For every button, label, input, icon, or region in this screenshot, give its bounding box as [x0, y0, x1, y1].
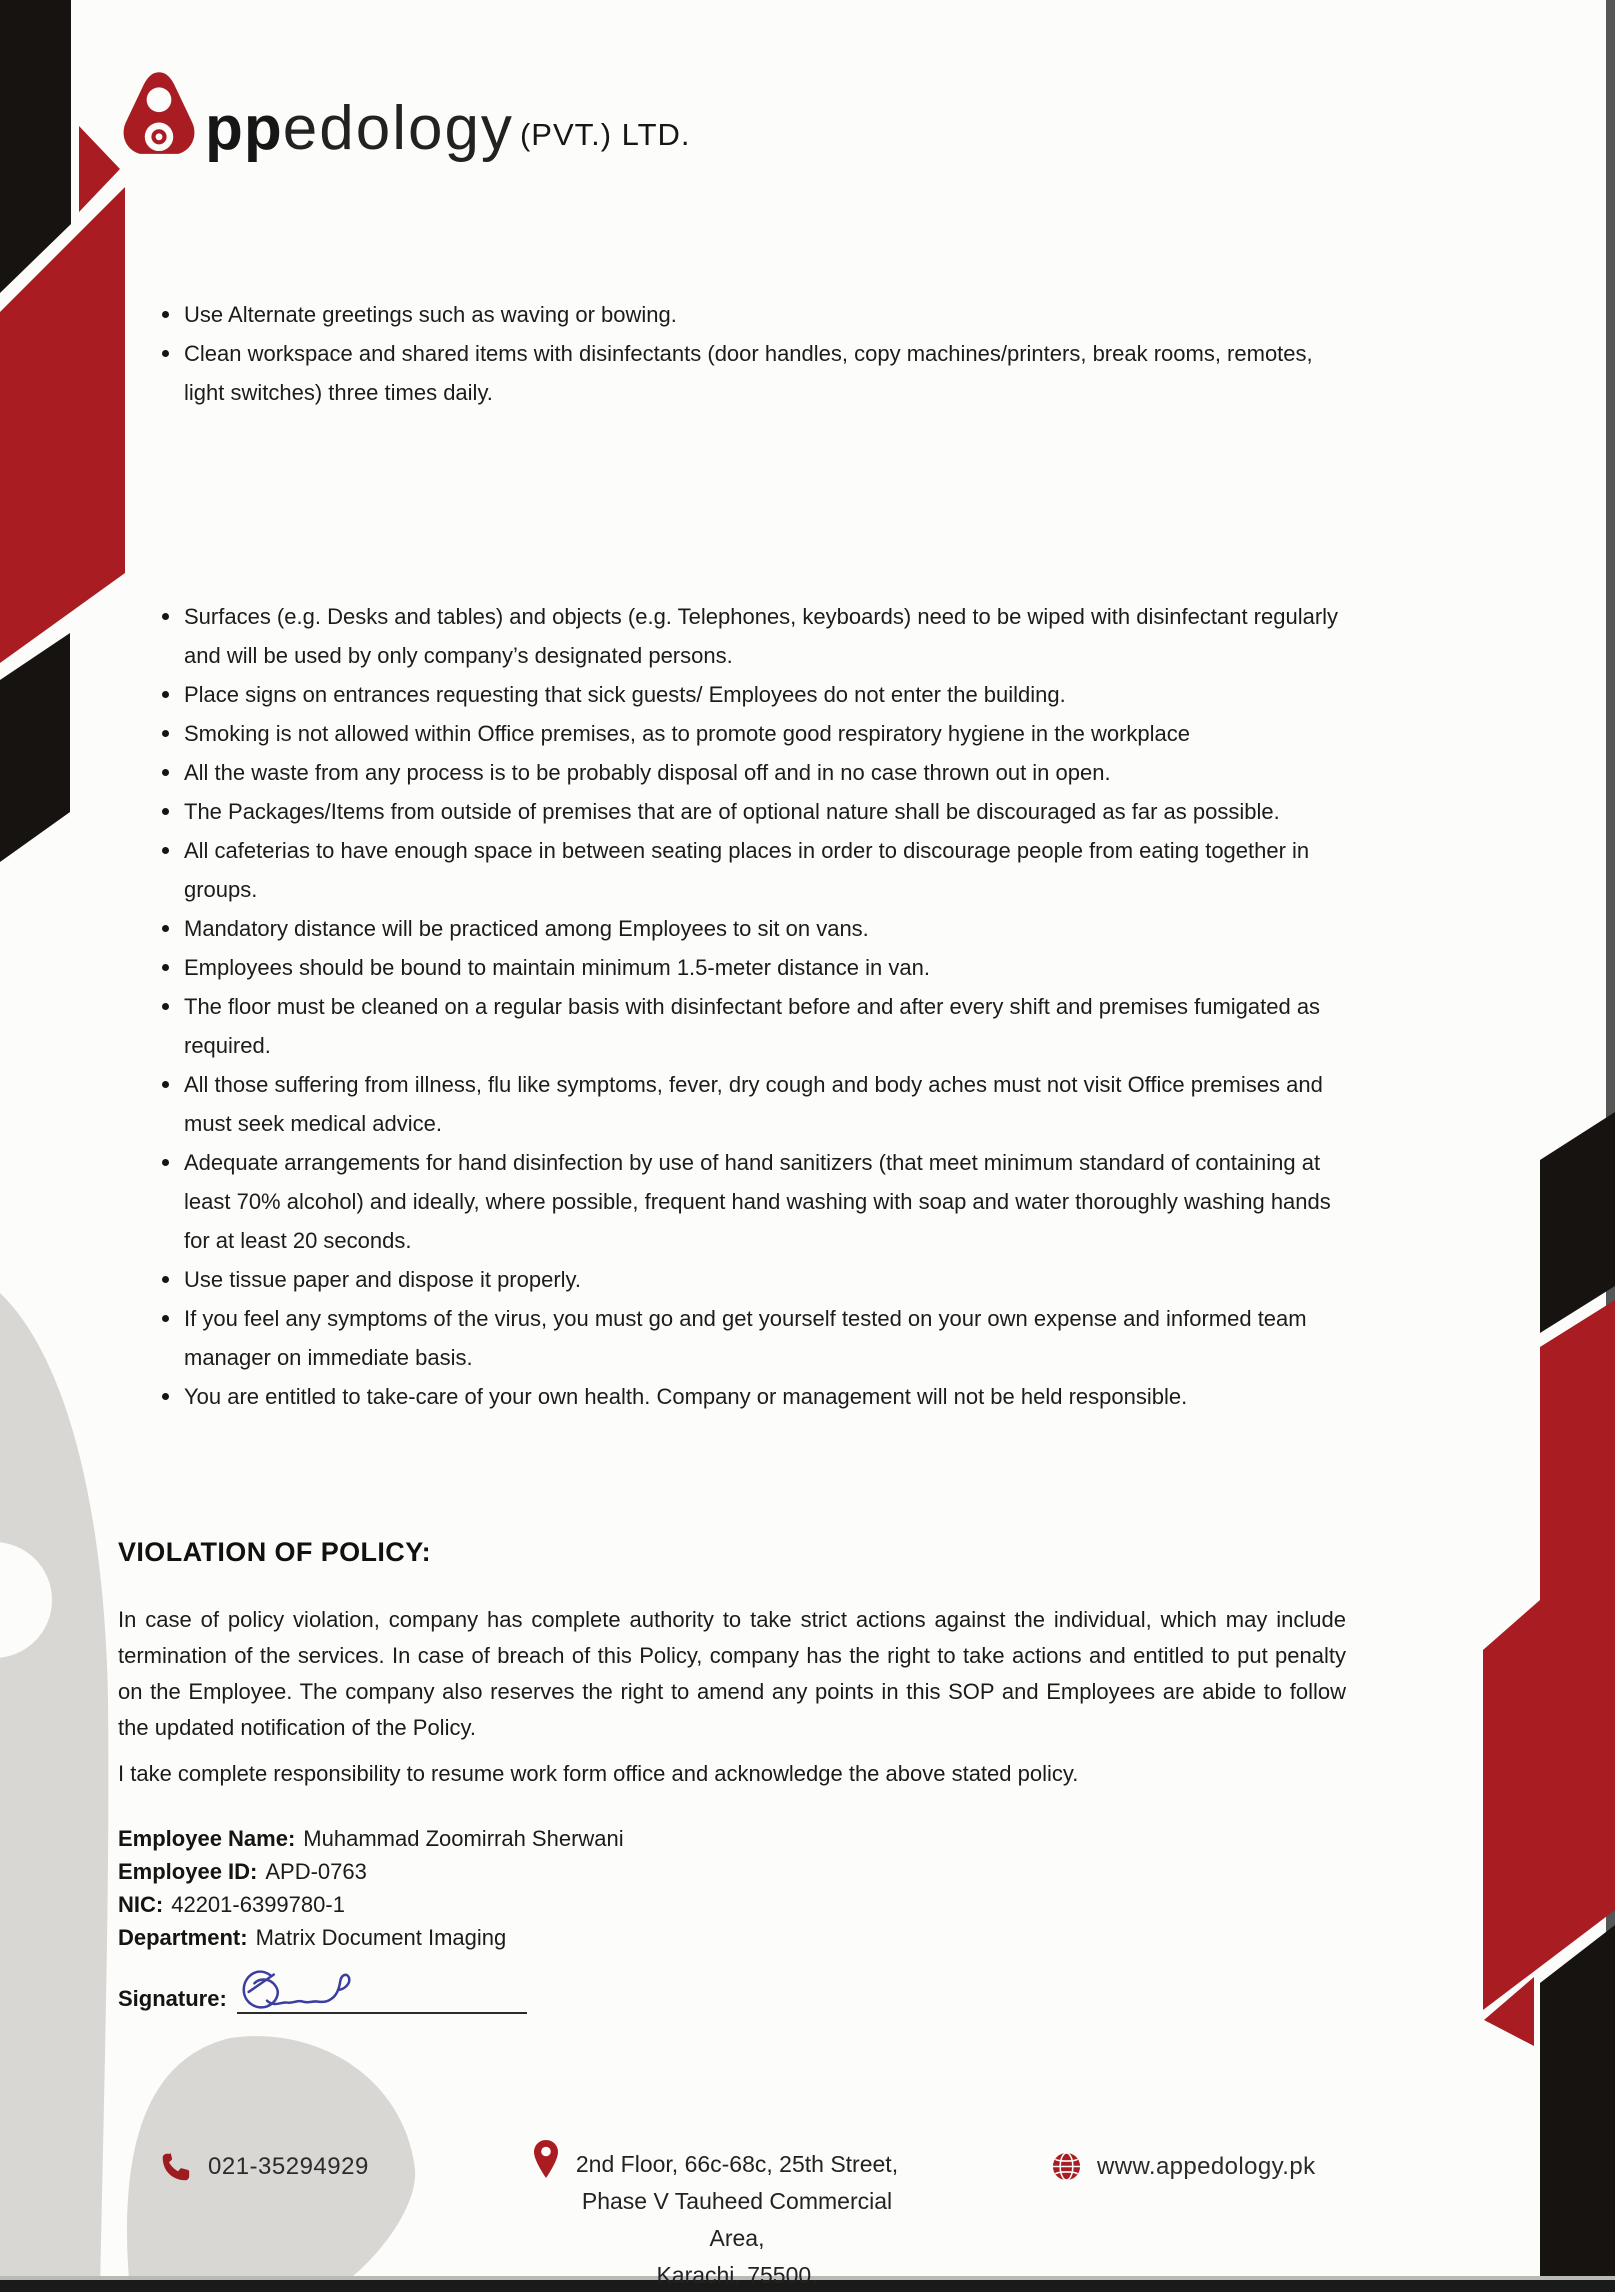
handwritten-signature: [239, 1962, 374, 2020]
list-item-text: All the waste from any process is to be probably disposal off and in no case thrown out in open.: [184, 760, 1111, 785]
field-label: Employee Name:: [118, 1826, 296, 1851]
intro-bullet-list: [160, 295, 1340, 412]
bullet-dot-icon: [162, 1003, 169, 1010]
bullet-dot-icon: [162, 1081, 169, 1088]
list-item-text: If you feel any symptoms of the virus, you must go and get yourself tested on your own expense and informed team manager on immediate basis.: [184, 1306, 1307, 1370]
corner-black-top-left: [0, 0, 71, 293]
list-item: [160, 948, 1340, 987]
list-item-text: Clean workspace and shared items with disinfectants (door handles, copy machines/printers, break rooms, remotes, light switches) three times daily.: [184, 341, 1313, 405]
company-logo-text: [205, 94, 691, 163]
bullet-dot-icon: [162, 964, 169, 971]
bullet-dot-icon: [162, 1393, 169, 1400]
list-item: [160, 1143, 1340, 1260]
list-item: [160, 714, 1340, 753]
list-item: [160, 597, 1340, 675]
bullet-dot-icon: [162, 808, 169, 815]
list-item-text: Use Alternate greetings such as waving or bowing.: [184, 302, 677, 327]
list-item: [160, 831, 1340, 909]
footer-phone: [158, 2150, 369, 2184]
policy-bullet-list: [160, 597, 1340, 1416]
logo-bold-part: pp: [205, 94, 283, 163]
list-item: [160, 1065, 1340, 1143]
list-item-text: The Packages/Items from outside of premises that are of optional nature shall be discouraged as far as possible.: [184, 799, 1280, 824]
list-item: [160, 1377, 1340, 1416]
phone-icon: [158, 2150, 192, 2184]
bullet-dot-icon: [162, 730, 169, 737]
field-label: Department:: [118, 1925, 248, 1950]
bullet-dot-icon: [162, 311, 169, 318]
website-url: www.appedology.pk: [1097, 2152, 1316, 2180]
list-item: [160, 1260, 1340, 1299]
list-item-text: Adequate arrangements for hand disinfection by use of hand sanitizers (that meet minimum standard of containing at least 70% alcohol) and ideally, where possible, frequent hand washing with soap and water thoroughly washing hands for at least 20 seconds.: [184, 1150, 1331, 1253]
company-logo: [121, 68, 691, 163]
list-item: [160, 295, 1340, 334]
employee-detail-row: [118, 1888, 624, 1921]
field-value: Matrix Document Imaging: [255, 1925, 507, 1950]
signature-line: [237, 1974, 527, 2014]
phone-number: 021-35294929: [208, 2153, 369, 2180]
employee-details: [118, 1822, 624, 1954]
footer-website: [1050, 2150, 1316, 2183]
globe-icon: [1050, 2150, 1083, 2183]
watermark-band: [0, 1293, 108, 2292]
bullet-dot-icon: [162, 847, 169, 854]
bullet-dot-icon: [162, 1315, 169, 1322]
list-item: [160, 987, 1340, 1065]
logo-light-part: edology: [282, 94, 514, 163]
signature-label: Signature:: [118, 1986, 227, 2011]
list-item-text: All cafeterias to have enough space in between seating places in order to discourage people from eating together in groups.: [184, 838, 1310, 902]
list-item-text: You are entitled to take-care of your own health. Company or management will not be held responsible.: [184, 1384, 1188, 1409]
violation-paragraph: In case of policy violation, company has complete authority to take strict actions against the individual, which may include termination of the services. In case of breach of this Policy, company has the right to take actions and entitled to put penalty on the Employee. The company also reserves the right to amend any points in this SOP and Employees are abide to follow the updated notification of the Policy.: [118, 1607, 1346, 1740]
list-item: [160, 753, 1340, 792]
list-item-text: Employees should be bound to maintain minimum 1.5-meter distance in van.: [184, 955, 930, 980]
bullet-dot-icon: [162, 350, 169, 357]
employee-detail-row: [118, 1822, 624, 1855]
field-label: NIC:: [118, 1892, 164, 1917]
bullet-dot-icon: [162, 925, 169, 932]
field-label: Employee ID:: [118, 1859, 258, 1884]
address-line: 2nd Floor, 66c-68c, 25th Street,: [575, 2151, 899, 2177]
list-item: [160, 334, 1340, 412]
field-value: 42201-6399780-1: [171, 1892, 345, 1917]
bullet-dot-icon: [162, 769, 169, 776]
field-value: Muhammad Zoomirrah Sherwani: [303, 1826, 624, 1851]
right-black-band-lower: [1540, 1925, 1615, 2292]
list-item: [160, 909, 1340, 948]
list-item-text: All those suffering from illness, flu like symptoms, fever, dry cough and body aches must not visit Office premises and must seek medical advice.: [184, 1072, 1323, 1136]
list-item: [160, 675, 1340, 714]
left-black-band: [0, 633, 70, 862]
footer-address: [552, 2146, 922, 2292]
appedology-logo-icon: [121, 68, 197, 160]
right-black-band-upper: [1540, 1112, 1615, 1333]
right-red-band: [1483, 1300, 1615, 2010]
bullet-dot-icon: [162, 613, 169, 620]
list-item-text: Smoking is not allowed within Office premises, as to promote good respiratory hygiene in the workplace: [184, 721, 1190, 746]
bullet-dot-icon: [162, 691, 169, 698]
address-line: Phase V Tauheed Commercial Area,: [581, 2188, 893, 2251]
field-value: APD-0763: [265, 1859, 367, 1884]
address-line: Karachi, 75500.: [656, 2262, 818, 2288]
bullet-dot-icon: [162, 1276, 169, 1283]
violation-heading: VIOLATION OF POLICY:: [118, 1537, 431, 1567]
list-item: [160, 1299, 1340, 1377]
list-item-text: Surfaces (e.g. Desks and tables) and objects (e.g. Telephones, keyboards) need to be wiped with disinfectant regularly and will be used by only company’s designated persons.: [184, 604, 1339, 668]
list-item-text: Place signs on entrances requesting that sick guests/ Employees do not enter the building.: [184, 682, 1066, 707]
list-item: [160, 792, 1340, 831]
employee-detail-row: [118, 1855, 624, 1888]
list-item-text: The floor must be cleaned on a regular basis with disinfectant before and after every shift and premises fumigated as required.: [184, 994, 1321, 1058]
employee-detail-row: [118, 1921, 624, 1954]
list-item-text: Mandatory distance will be practiced among Employees to sit on vans.: [184, 916, 869, 941]
bullet-dot-icon: [162, 1159, 169, 1166]
logo-suffix: (PVT.) LTD.: [519, 117, 691, 152]
signature-row: [118, 1974, 527, 2014]
acknowledgement-line: I take complete responsibility to resume work form office and acknowledge the above stated policy.: [118, 1761, 1079, 1786]
list-item-text: Use tissue paper and dispose it properly.: [184, 1267, 582, 1292]
